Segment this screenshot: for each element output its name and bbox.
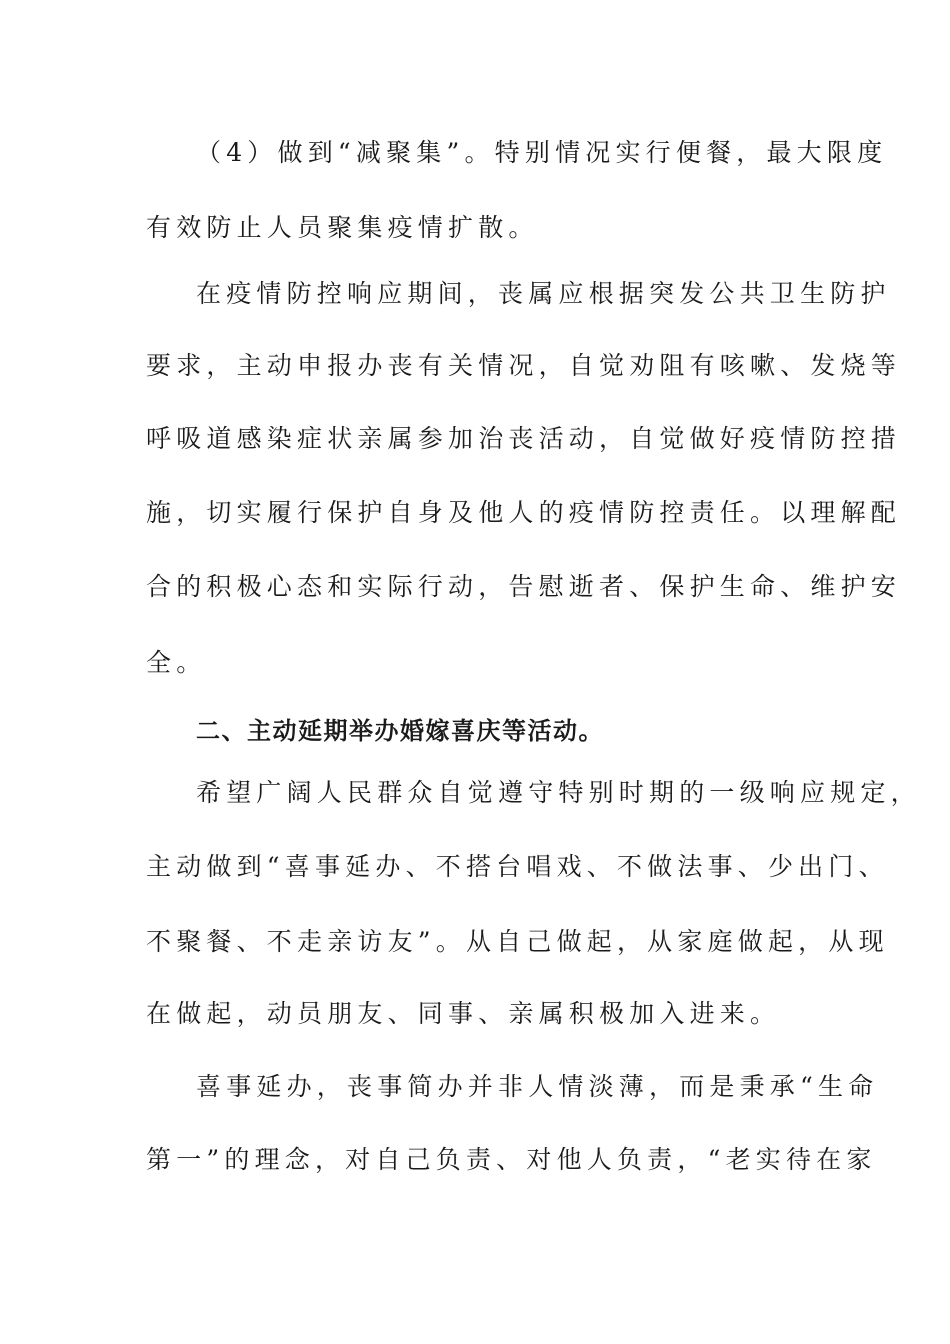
paragraph-line: 希望广阔人民群众自觉遵守特别时期的一级响应规定，	[196, 778, 921, 807]
paragraph-line: 施，切实履行保护自身及他人的疫情防控责任。以理解配	[146, 498, 902, 527]
paragraph-line: 主动做到“喜事延办、不搭台唱戏、不做法事、少出门、	[146, 852, 889, 881]
paragraph-line: 有效防止人员聚集疫情扩散。	[146, 213, 539, 242]
paragraph-line: 呼吸道感染症状亲属参加治丧活动，自觉做好疫情防控措	[146, 424, 902, 453]
paragraph-line: 在做起，动员朋友、同事、亲属积极加入进来。	[146, 999, 781, 1028]
paragraph-line: 喜事延办，丧事简办并非人情淡薄，而是秉承“生命	[196, 1072, 879, 1101]
paragraph-line: 不聚餐、不走亲访友”。从自己做起，从家庭做起，从现	[146, 927, 889, 956]
section-heading: 二、主动延期举办婚嫁喜庆等活动。	[196, 717, 604, 745]
paragraph-line: 要求，主动申报办丧有关情况，自觉劝阻有咳嗽、发烧等	[146, 351, 902, 380]
paragraph-line: （4）做到“减聚集”。特别情况实行便餐，最大限度	[196, 138, 888, 167]
paragraph-line: 合的积极心态和实际行动，告慰逝者、保护生命、维护安	[146, 572, 902, 601]
paragraph-line: 第一”的理念，对自己负责、对他人负责，“老实待在家	[146, 1145, 877, 1174]
paragraph-line: 在疫情防控响应期间，丧属应根据突发公共卫生防护	[196, 279, 891, 308]
paragraph-line: 全。	[146, 648, 207, 677]
